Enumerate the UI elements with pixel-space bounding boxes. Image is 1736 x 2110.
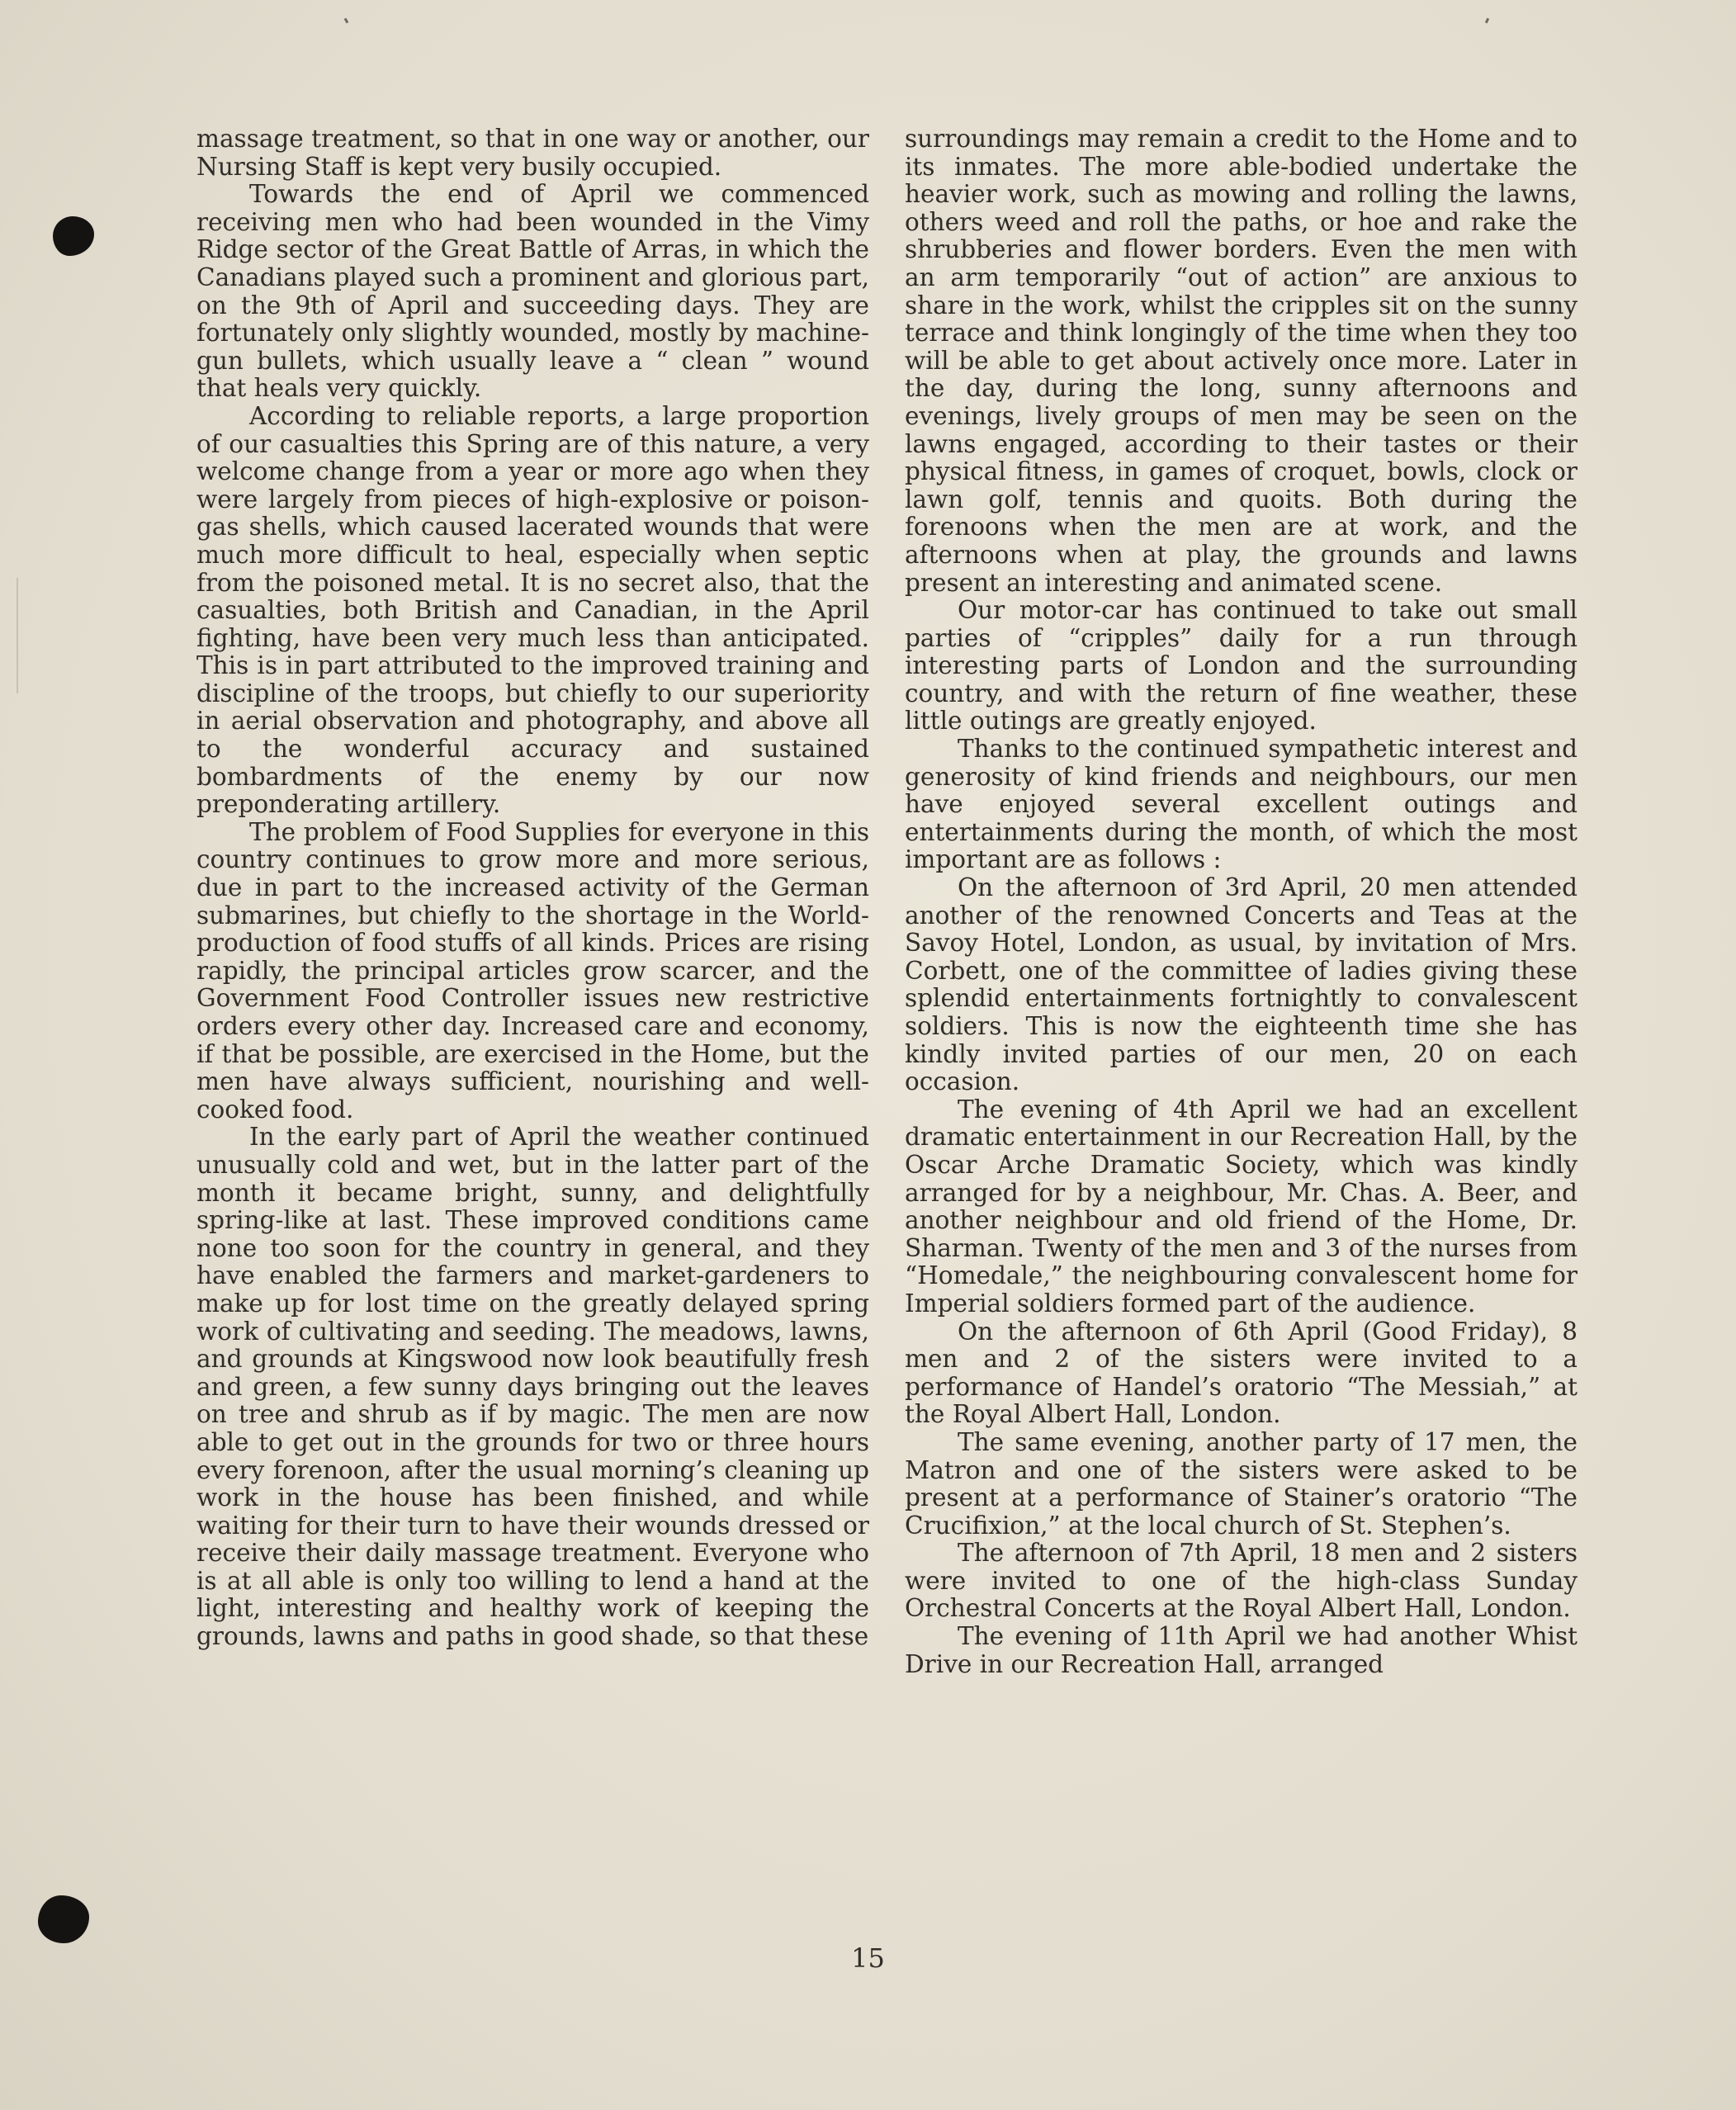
binding-hole-top [53,216,94,256]
paper-speck [1485,18,1489,24]
paragraph: Towards the end of April we commenced receiving men who had been wounded in the Vimy Ridge sector of the Great Battle of Arras, in which the Canadians played such a prominent and glorious part, on the 9th of April and succeeding days. They are fortunately only slightly wounded, mostly by machine-gun bullets, which usually leave a “ clean ” wound that heals very quickly. [196,180,869,403]
binding-hole-bottom [38,1895,89,1943]
paragraph: Our motor-car has continued to take out small parties of “cripples” daily for a run through interesting parts of London and the surrounding country, and with the return of fine weather, these little outings are greatly enjoyed. [905,596,1578,736]
paragraph: The same evening, another party of 17 men, the Matron and one of the sisters were asked to be present at a performance of Stainer’s oratorio “The Crucifixion,” at the local church of St. Stephen’s. [905,1427,1578,1540]
paper-speck [344,18,349,24]
page-number: 15 [851,1942,885,1974]
paragraph: According to reliable reports, a large proportion of our casualties this Spring are of this nature, a very welcome change from a year or more ago when they were largely from pieces of high-explosive or poison-gas shells, which caused lacerated wounds that were much more difficult to heal, especially when septic from the poisoned metal. It is no secret also, that the casualties, both British and Canadian, in the April fighting, have been very much less than anticipated. This is in part attributed to the improved training and discipline of the troops, but chiefly to our superiority in aerial observation and photography, and above all to the wonderful accuracy and sustained bombardments of the enemy by our now preponderating artillery. [196,401,869,819]
paragraph: On the afternoon of 3rd April, 20 men attended another of the renowned Concerts and Teas at the Savoy Hotel, London, as usual, by invitation of Mrs. Corbett, one of the committee of ladies giving these splendid entertainments fortnightly to convalescent soldiers. This is now the eighteenth time she has kindly invited parties of our men, 20 on each occasion. [905,873,1578,1096]
paragraph: massage treatment, so that in one way or another, our Nursing Staff is kept very busily occupied. [196,125,869,181]
left-text-column [196,125,869,1933]
paragraph: The afternoon of 7th April, 18 men and 2 sisters were invited to one of the high-class Sunday Orchestral Concerts at the Royal Albert Hall, London. [905,1539,1578,1623]
paragraph: In the early part of April the weather continued unusually cold and wet, but in the latter part of the month it became bright, sunny, and delightfully spring-like at last. These improved conditions came none too soon for the country in general, and they have enabled the farmers and market-gardeners to make up for lost time on the greatly delayed spring work of cultivating and seeding. The meadows, lawns, and grounds at Kingswood now look beautifully fresh and green, a few sunny days bringing out the leaves on tree and shrub as if by magic. The men are now able to get out in the grounds for two or three hours every forenoon, after the usual morning’s cleaning up work in the house has been finished, and while waiting for their turn to have their wounds dressed or receive their daily massage treatment. Everyone who is at all able is only too willing to lend a hand at the light, interesting and healthy work of keeping the grounds, lawns and paths in good shade, so that these [196,1123,869,1651]
paragraph: The problem of Food Supplies for everyone in this country continues to grow more and more serious, due in part to the increased activity of the German submarines, but chiefly to the shortage in the World-production of food stuffs of all kinds. Prices are rising rapidly, the principal articles grow scarcer, and the Government Food Controller issues new restrictive orders every other day. Increased care and economy, if that be possible, are exercised in the Home, but the men have always sufficient, nourishing and well-cooked food. [196,817,869,1124]
paragraph: Thanks to the continued sympathetic interest and generosity of kind friends and neighbours, our men have enjoyed several excellent outings and entertainments during the month, of which the most important are as follows : [905,735,1578,874]
paragraph: surroundings may remain a credit to the Home and to its inmates. The more able-bodied undertake the heavier work, such as mowing and rolling the lawns, others weed and roll the paths, or hoe and rake the shrubberies and flower borders. Even the men with an arm temporarily “out of action” are anxious to share in the work, whilst the cripples sit on the sunny terrace and think longingly of the time when they too will be able to get about actively once more. Later in the day, during the long, sunny afternoons and evenings, lively groups of men may be seen on the lawns engaged, according to their tastes or their physical fitness, in games of croquet, bowls, clock or lawn golf, tennis and quoits. Both during the forenoons when the men are at work, and the afternoons when at play, the grounds and lawns present an interesting and animated scene. [905,125,1578,597]
paragraph: The evening of 11th April we had another Whist Drive in our Recreation Hall, arranged [905,1622,1578,1678]
paper-crease [17,578,18,693]
right-text-column [905,125,1578,1933]
paragraph: The evening of 4th April we had an excellent dramatic entertainment in our Recreation Hall, by the Oscar Arche Dramatic Society, which was kindly arranged for by a neighbour, Mr. Chas. A. Beer, and another neighbour and old friend of the Home, Dr. Sharman. Twenty of the men and 3 of the nurses from “Homedale,” the neighbouring convalescent home for Imperial soldiers formed part of the audience. [905,1095,1578,1318]
paragraph: On the afternoon of 6th April (Good Friday), 8 men and 2 of the sisters were invited to a performance of Handel’s oratorio “The Messiah,” at the Royal Albert Hall, London. [905,1317,1578,1429]
